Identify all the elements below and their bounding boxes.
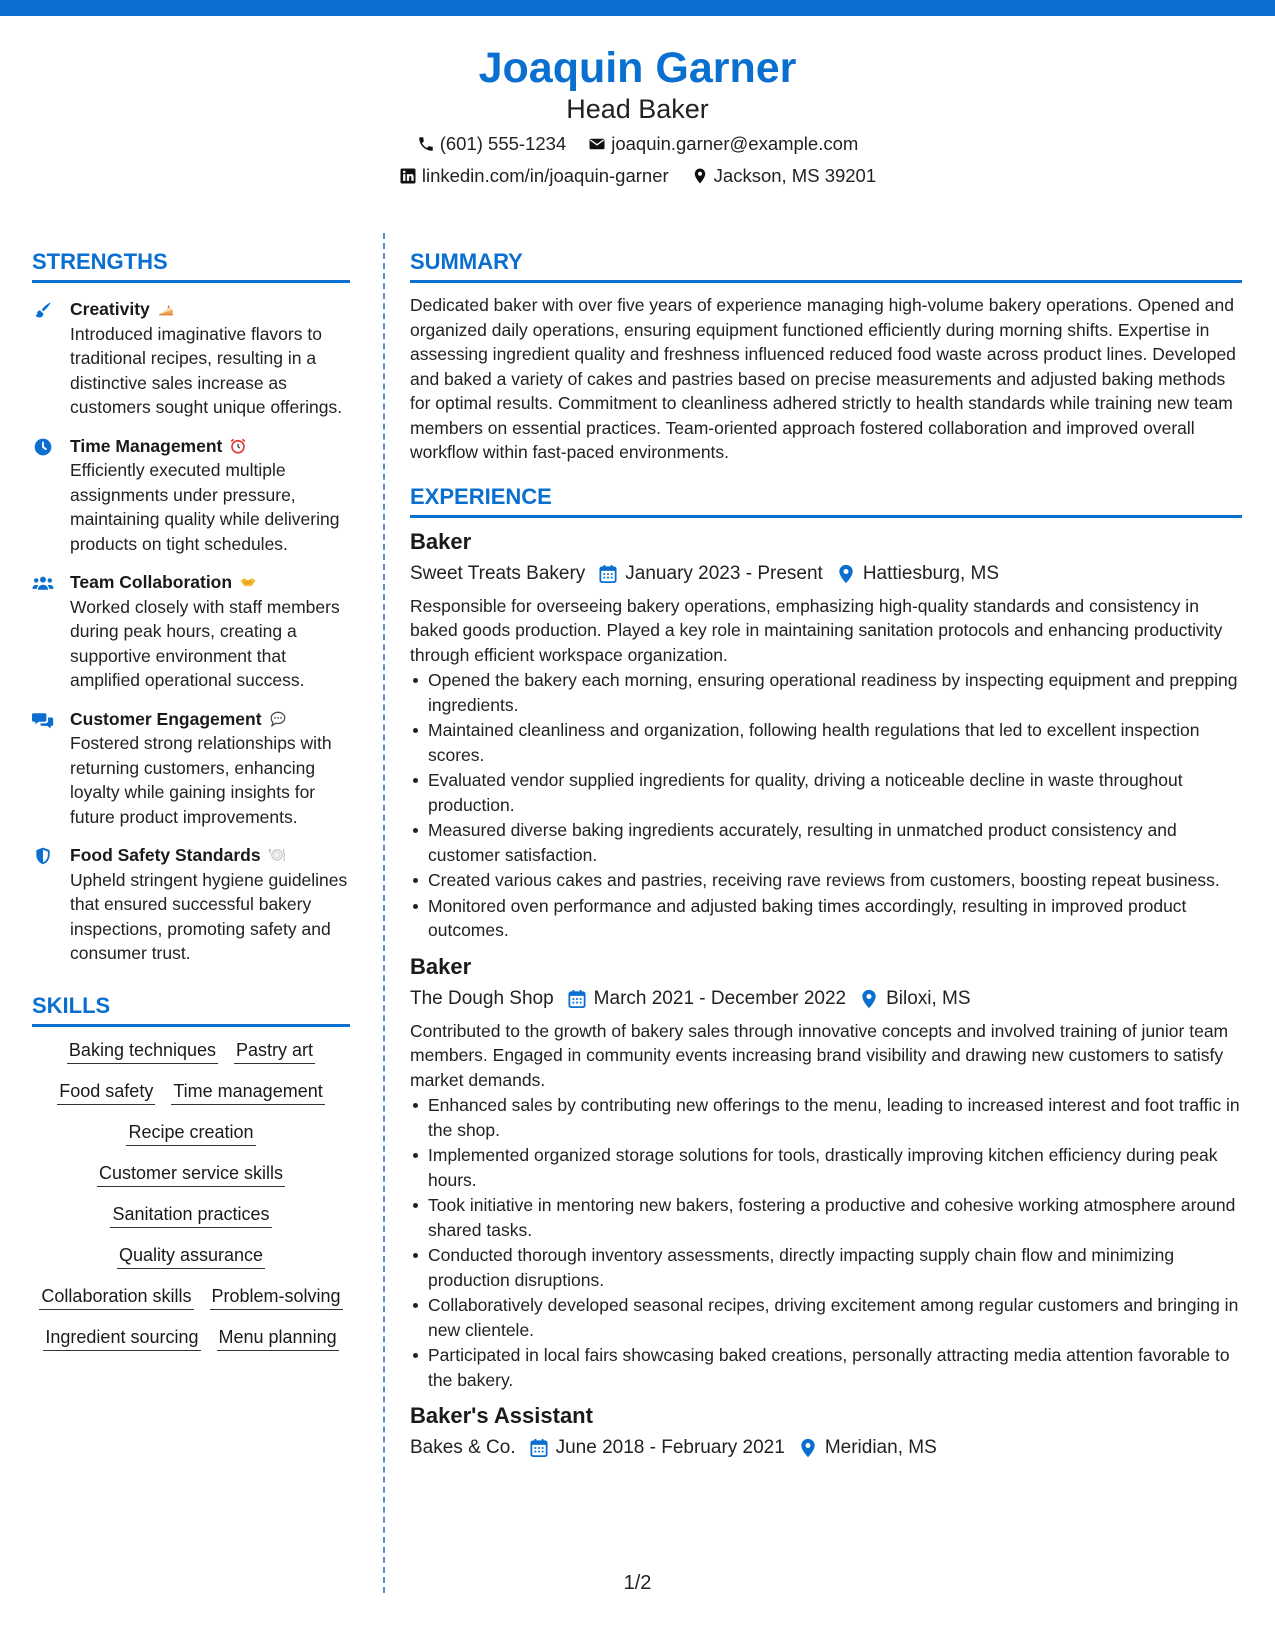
job-bullets xyxy=(410,668,1242,943)
strength-title: Food Safety Standards xyxy=(70,845,261,865)
job-bullet: Took initiative in mentoring new bakers, fostering a productive and cohesive working atmosphere around shared tasks. xyxy=(410,1193,1242,1242)
linkedin-text: linkedin.com/in/joaquin-garner xyxy=(421,165,669,186)
job-bullet: Monitored oven performance and adjusted baking times accordingly, resulting in improved product outcomes. xyxy=(410,894,1242,943)
shield-icon xyxy=(32,846,54,866)
comments-icon xyxy=(32,710,54,730)
job-dates: June 2018 - February 2021 xyxy=(555,1437,785,1458)
email-text: joaquin.garner@example.com xyxy=(611,133,859,154)
strengths-heading: STRENGTHS xyxy=(32,248,350,283)
job-meta xyxy=(410,1434,1242,1462)
right-column xyxy=(410,248,1242,1462)
job-location: Biloxi, MS xyxy=(886,987,971,1009)
skill-tag: Sanitation practices xyxy=(110,1201,271,1228)
skill-tag: Problem-solving xyxy=(210,1283,343,1310)
job-bullet: Participated in local fairs showcasing baked creations, personally attracting media attention favorable to the bakery. xyxy=(410,1343,1242,1392)
map-pin-icon xyxy=(837,564,855,584)
strength-title: Creativity xyxy=(70,299,150,319)
calendar-icon xyxy=(568,989,586,1009)
job-meta xyxy=(410,985,1242,1013)
candidate-title: Head Baker xyxy=(566,94,709,124)
linkedin-contact[interactable] xyxy=(399,164,669,188)
contact-row-2 xyxy=(0,164,1275,188)
resume-header xyxy=(0,42,1275,188)
calendar-icon xyxy=(530,1438,548,1458)
job-bullets xyxy=(410,1093,1242,1392)
job-bullet: Measured diverse baking ingredients accurately, resulting in unmatched product consistency and customer satisfaction. xyxy=(410,818,1242,867)
job-bullet: Maintained cleanliness and organization, following health regulations that led to excellent inspection scores. xyxy=(410,718,1242,767)
job-entry xyxy=(410,953,1242,1393)
skill-tag: Time management xyxy=(171,1078,324,1105)
skill-tag: Recipe creation xyxy=(126,1119,255,1146)
job-bullet: Opened the bakery each morning, ensuring operational readiness by inspecting equipment and prepping ingredients. xyxy=(410,668,1242,717)
clock-icon xyxy=(32,437,54,457)
map-pin-icon xyxy=(691,167,709,185)
skill-tag: Baking techniques xyxy=(67,1037,218,1064)
alarm-clock-emoji-icon xyxy=(228,437,248,455)
strength-item xyxy=(32,570,350,693)
strength-description: Fostered strong relationships with returning customers, enhancing loyalty while gaining insights for future product improvements. xyxy=(70,733,332,827)
skills-heading: SKILLS xyxy=(32,992,350,1027)
strength-description: Upheld stringent hygiene guidelines that ensured successful bakery inspections, promoting safety and consumer trust. xyxy=(70,869,348,963)
job-dates: January 2023 - Present xyxy=(625,562,823,584)
location-contact xyxy=(691,164,876,188)
map-pin-icon xyxy=(860,989,878,1009)
location-text: Jackson, MS 39201 xyxy=(713,165,877,186)
company-name: Bakes & Co. xyxy=(410,1437,516,1458)
job-bullet: Enhanced sales by contributing new offerings to the menu, leading to increased interest and foot traffic in the shop. xyxy=(410,1093,1242,1142)
strength-item xyxy=(32,434,350,557)
job-bullet: Implemented organized storage solutions for tools, drastically improving kitchen efficiency during peak hours. xyxy=(410,1143,1242,1192)
contact-row-1 xyxy=(0,132,1275,156)
speech-bubble-emoji-icon xyxy=(268,710,288,728)
strength-title: Customer Engagement xyxy=(70,708,262,729)
strength-item xyxy=(32,843,350,966)
skill-tag: Food safety xyxy=(57,1078,155,1105)
job-location: Hattiesburg, MS xyxy=(862,562,1000,584)
column-divider xyxy=(383,233,385,1593)
skill-tag: Customer service skills xyxy=(97,1160,285,1187)
strength-description: Introduced imaginative flavors to traditional recipes, resulting in a distinctive sales increase as customers sought unique offerings. xyxy=(70,323,343,417)
calendar-icon xyxy=(599,564,617,584)
company-name: The Dough Shop xyxy=(410,987,554,1009)
experience-heading: EXPERIENCE xyxy=(410,483,1242,518)
summary-text: Dedicated baker with over five years of experience managing high-volume bakery operations. Opened and organized daily operations, ensuring equipment functioned efficiently during morning shifts. Expertise in assessing ingredient quality and freshness influenced reduced food waste across product lines. Developed and baked a variety of cakes and pastries based on precise measurements and adjusted baking methods for optimal results. Commitment to cleanliness adhered strictly to health standards while training new team members on essential practices. Team-oriented approach fostered collaboration and improved overall workflow within fast-paced environments. xyxy=(410,295,1236,462)
phone-text: (601) 555-1234 xyxy=(439,133,567,154)
skill-tag: Quality assurance xyxy=(117,1242,265,1269)
job-title: Baker xyxy=(410,953,472,979)
phone-contact xyxy=(417,132,567,156)
job-dates: March 2021 - December 2022 xyxy=(593,987,847,1009)
phone-icon xyxy=(417,135,435,153)
skill-tag: Menu planning xyxy=(217,1324,339,1351)
left-column xyxy=(32,248,350,1351)
job-location: Meridian, MS xyxy=(824,1437,937,1458)
strength-description: Worked closely with staff members during peak hours, creating a supportive environment that amplified operational success. xyxy=(70,596,340,690)
skills-list xyxy=(32,1037,350,1351)
strength-title: Time Management xyxy=(70,435,223,456)
summary-heading: SUMMARY xyxy=(410,248,1242,283)
top-accent-bar xyxy=(0,0,1275,16)
job-title: Baker xyxy=(410,528,472,554)
envelope-icon xyxy=(588,135,606,153)
users-icon xyxy=(32,573,54,593)
email-contact[interactable] xyxy=(588,132,858,156)
job-title: Baker's Assistant xyxy=(410,1403,593,1428)
plate-emoji-icon xyxy=(267,846,287,864)
job-meta xyxy=(410,560,1242,588)
candidate-name: Joaquin Garner xyxy=(478,44,797,92)
strength-item xyxy=(32,707,350,830)
handshake-emoji-icon xyxy=(238,573,258,591)
skill-tag: Ingredient sourcing xyxy=(43,1324,200,1351)
strength-description: Efficiently executed multiple assignments under pressure, maintaining quality while delivering products on tight schedules. xyxy=(70,460,340,554)
strength-item xyxy=(32,297,350,420)
skill-tag: Pastry art xyxy=(234,1037,315,1064)
linkedin-icon xyxy=(399,167,417,185)
job-bullet: Conducted thorough inventory assessments, directly impacting supply chain flow and minimizing production disruptions. xyxy=(410,1243,1242,1292)
job-bullet: Collaboratively developed seasonal recipes, driving excitement among regular customers and bringing in new clientele. xyxy=(410,1293,1242,1342)
skill-tag: Collaboration skills xyxy=(39,1283,193,1310)
company-name: Sweet Treats Bakery xyxy=(410,562,586,584)
cake-emoji-icon xyxy=(156,300,176,318)
paintbrush-icon xyxy=(32,300,54,320)
job-bullet: Evaluated vendor supplied ingredients for quality, driving a noticeable decline in waste throughout production. xyxy=(410,768,1242,817)
page-number: 1/2 xyxy=(623,1572,652,1594)
job-description: Responsible for overseeing bakery operations, emphasizing high-quality standards and consistency in baked goods production. Played a key role in maintaining sanitation protocols and enhancing productivity through efficient workspace organization. xyxy=(410,595,1223,665)
map-pin-icon xyxy=(799,1438,817,1458)
job-bullet: Created various cakes and pastries, receiving rave reviews from customers, boosting repeat business. xyxy=(410,868,1242,893)
job-entry xyxy=(410,1402,1242,1462)
strength-title: Team Collaboration xyxy=(70,572,233,592)
job-description: Contributed to the growth of bakery sales through innovative concepts and involved training of junior team members. Engaged in community events increasing brand visibility and drawing new customers to satisfy market demands. xyxy=(410,1020,1229,1090)
job-entry xyxy=(410,528,1242,943)
